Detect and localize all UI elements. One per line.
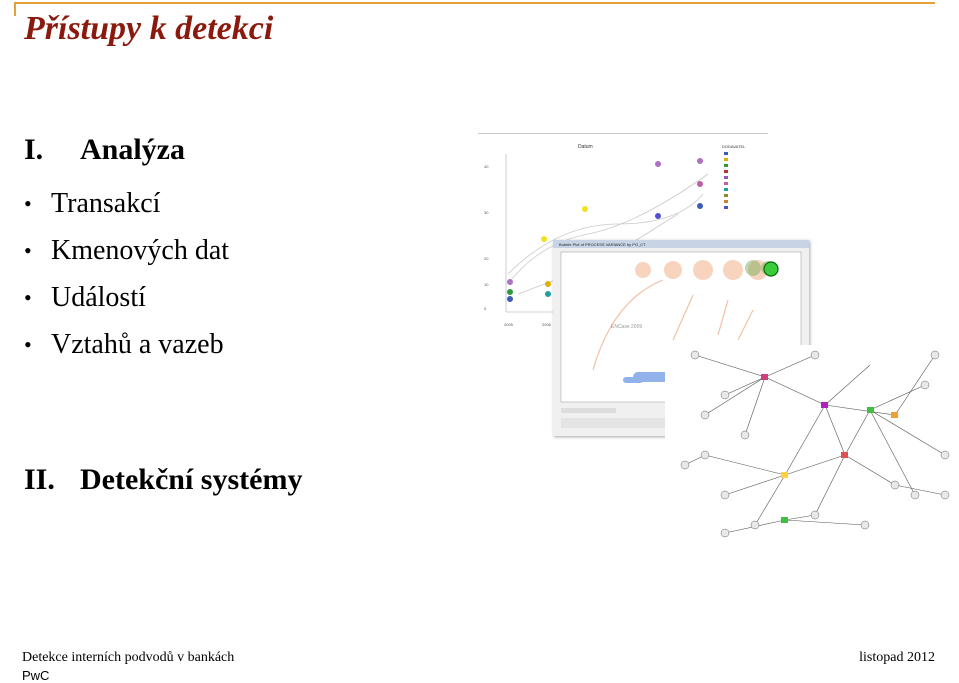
bullet-text: Událostí: [51, 282, 146, 313]
section-detection: [24, 463, 302, 497]
section-number: I.: [24, 133, 44, 166]
legend-title: DODAVATEL: [722, 144, 746, 149]
y-tick-label: 0: [484, 306, 487, 311]
footer-presentation-title: Detekce interních podvodů v bankách: [22, 650, 235, 665]
bullet-text: Kmenových dat: [51, 235, 230, 266]
plot-watermark: ENCase 2009: [611, 324, 643, 330]
footer-date: listopad 2012: [859, 650, 935, 665]
section-number: II.: [24, 463, 55, 496]
y-tick-label: 10: [484, 282, 489, 287]
section-analysis: [24, 133, 185, 167]
bullet-marker: •: [24, 191, 32, 216]
top-accent-rule: [14, 2, 935, 4]
bullet-text: Transakcí: [51, 188, 161, 219]
bullet-list: [24, 180, 229, 368]
footer-brand: PwC: [22, 668, 50, 683]
list-item: [24, 321, 229, 368]
y-tick-label: 40: [484, 164, 489, 169]
list-item: [24, 274, 229, 321]
x-tick-label: 2006: [542, 322, 551, 327]
legend-swatches: [724, 152, 728, 209]
y-tick-label: 20: [484, 256, 489, 261]
top-accent-tick: [14, 2, 16, 16]
bullet-marker: •: [24, 238, 32, 263]
list-item: [24, 180, 229, 227]
slide-title: Přístupy k detekci: [24, 10, 274, 47]
section-label: Analýza: [80, 133, 185, 166]
x-tick-label: 2005: [504, 322, 513, 327]
y-tick-label: 30: [484, 210, 489, 215]
bullet-marker: •: [24, 285, 32, 310]
section-label: Detekční systémy: [80, 463, 303, 496]
plot-header: Bubble Plot of PROCESS VARIANCE by PO_CT: [559, 242, 646, 247]
chart-header: Datum: [578, 144, 593, 150]
list-item: [24, 227, 229, 274]
bullet-text: Vztahů a vazeb: [51, 329, 224, 360]
network-graph-thumbnail: [665, 345, 959, 541]
bullet-marker: •: [24, 332, 32, 357]
